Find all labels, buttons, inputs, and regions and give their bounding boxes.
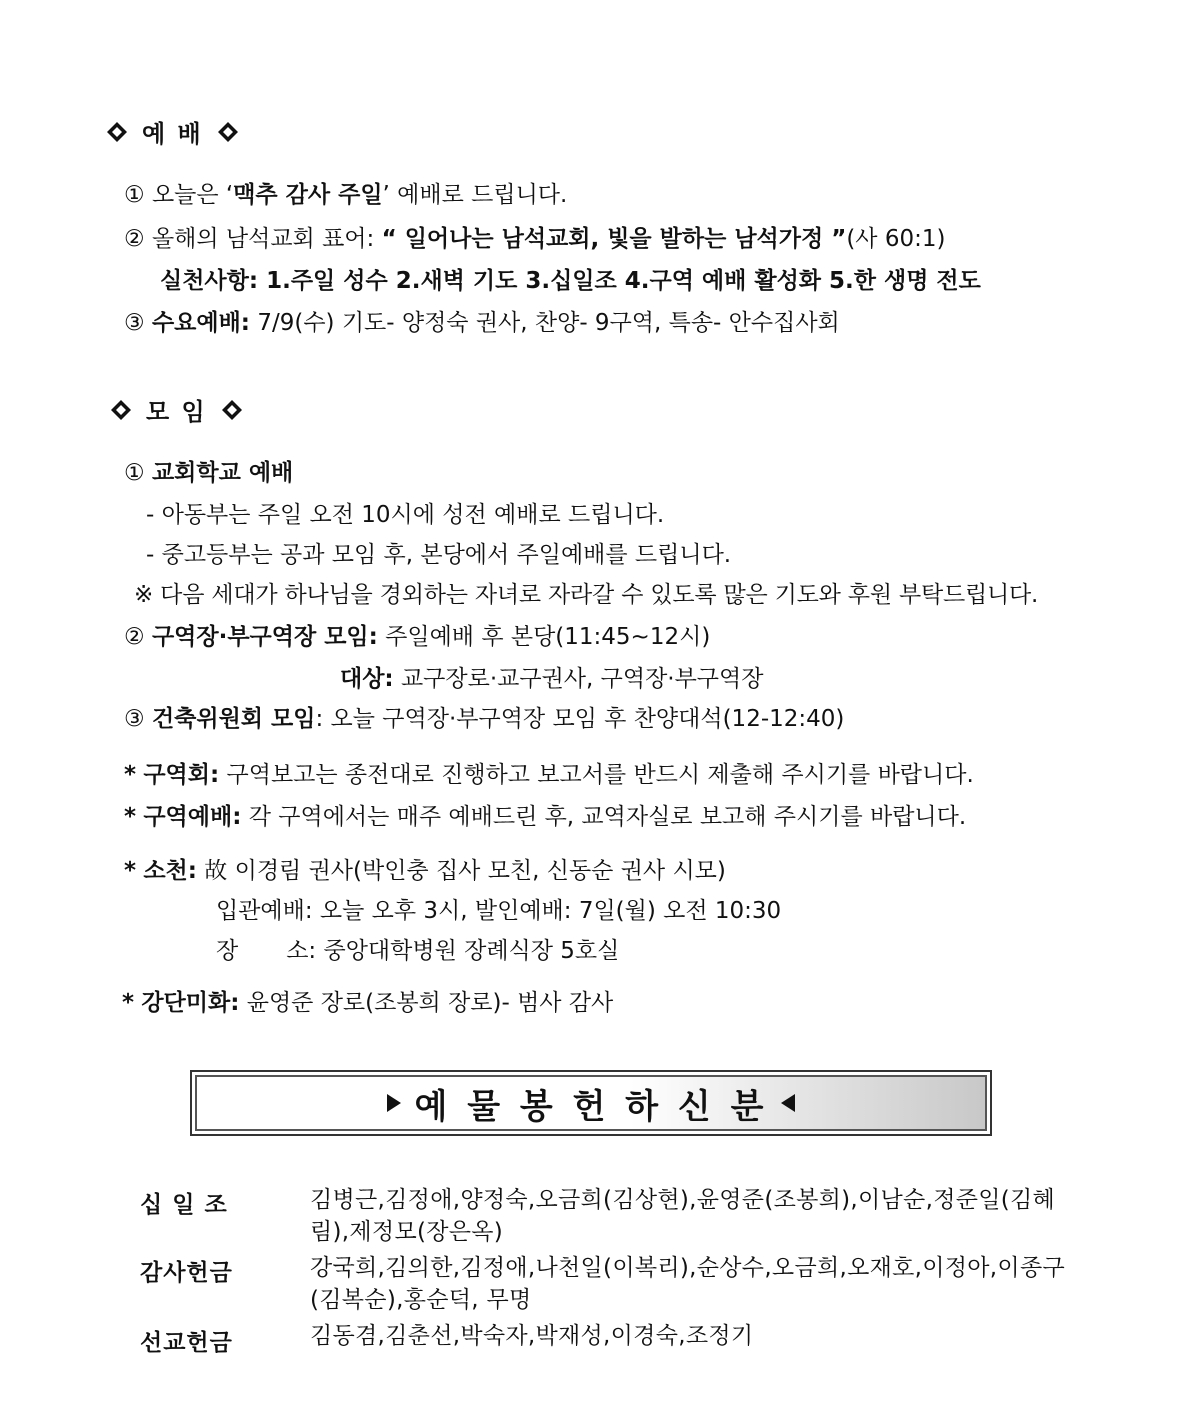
item-bold-text: 구역장·부구역장 모임:: [151, 624, 378, 650]
item-bold-text: 대상:: [340, 666, 394, 692]
notice-text: 윤영준 장로(조봉희 장로)- 범사 감사: [239, 990, 614, 1016]
diamond-icon: [110, 399, 132, 421]
item-text: 오늘은 ‘: [151, 182, 234, 208]
offering-label-mission: 선교헌금: [140, 1330, 233, 1356]
meeting-sub-2: - 중고등부는 공과 모임 후, 본당에서 주일예배를 드립니다.: [146, 542, 732, 568]
offering-banner-title: 예 물 봉 헌 하 신 분: [414, 1086, 768, 1127]
diamond-icon: [221, 399, 243, 421]
item-text: 7/9(수) 기도- 양정숙 권사, 찬양- 9구역, 특송- 안수집사회: [250, 310, 840, 336]
notice-passing-services: 입관예배: 오늘 오후 3시, 발인예배: 7일(월) 오전 10:30: [216, 898, 782, 924]
place-label: 장: [216, 938, 239, 964]
meeting-item-3: [124, 704, 844, 734]
item-number: ②: [124, 226, 145, 252]
item-text: ’ 예배로 드립니다.: [382, 182, 568, 208]
triangle-right-icon: [387, 1094, 401, 1112]
notice-label: 구역회:: [143, 762, 220, 788]
notice-label: 강단미화:: [141, 990, 240, 1016]
item-bold-text: 맥추 감사 주일: [233, 182, 383, 208]
offering-label-tithe: 십 일 조: [140, 1192, 228, 1218]
item-bold-text: 건축위원회 모임: [151, 706, 316, 732]
worship-section-header: [106, 114, 239, 149]
worship-practice-line: [160, 266, 981, 296]
item-bold-text: 교회학교 예배: [151, 460, 294, 486]
offering-names-tithe: 김병근,김정애,양정숙,오금희(김상현),윤영준(조봉희),이남순,정준일(김혜림),제정모(장은옥): [310, 1187, 1056, 1245]
star-bullet: *: [124, 762, 137, 788]
notice-text: 구역보고는 종전대로 진행하고 보고서를 반드시 제출해 주시기를 바랍니다.: [219, 762, 974, 788]
worship-item-2: [124, 224, 945, 254]
star-bullet: *: [124, 858, 137, 884]
offering-banner-inner: [195, 1075, 987, 1131]
offering-label-thanks: 감사헌금: [140, 1260, 233, 1286]
item-number: ②: [124, 624, 145, 650]
meeting-title: 모 임: [146, 398, 207, 426]
item-text: 교구장로·교구권사, 구역장·부구역장: [393, 666, 764, 692]
notice-passing-place: [216, 936, 619, 966]
item-number: ③: [124, 310, 145, 336]
item-text: 올해의 남석교회 표어:: [151, 226, 382, 252]
meeting-sub-1: - 아동부는 주일 오전 10시에 성전 예배로 드립니다.: [146, 502, 665, 528]
item-bold-text: 수요예배:: [151, 310, 251, 336]
worship-item-1: [124, 180, 567, 210]
notice-district-meeting: [124, 760, 974, 790]
item-text: (사 60:1): [846, 226, 946, 252]
meeting-item-2: [124, 622, 710, 652]
notice-text: 각 구역에서는 매주 예배드린 후, 교역자실로 보고해 주시기를 바랍니다.: [241, 804, 967, 830]
diamond-icon: [106, 121, 128, 143]
meeting-note: ※ 다음 세대가 하나님을 경외하는 자녀로 자라갈 수 있도록 많은 기도와 후원 부탁드립니다.: [134, 582, 1039, 608]
diamond-icon: [217, 121, 239, 143]
practice-label: 실천사항: [160, 268, 249, 294]
item-text: : 오늘 구역장·부구역장 모임 후 찬양대석(12-12:40): [315, 706, 845, 732]
worship-title: 예 배: [142, 120, 203, 148]
notice-label: 구역예배:: [143, 804, 242, 830]
meeting-section-header: [110, 392, 243, 427]
notice-label: 소천:: [143, 858, 197, 884]
worship-item-3: [124, 308, 840, 338]
notice-altar-flowers: [122, 988, 613, 1018]
star-bullet: *: [122, 990, 135, 1016]
notice-district-worship: [124, 802, 966, 832]
item-number: ①: [124, 182, 145, 208]
motto-text: “ 일어나는 남석교회, 빛을 발하는 남석가정 ”: [381, 226, 847, 252]
notice-text: 故 이경림 권사(박인충 집사 모친, 신동순 권사 시모): [196, 858, 726, 884]
meeting-item-2-target: [340, 664, 763, 694]
item-number: ③: [124, 706, 145, 732]
notice-passing: [124, 856, 726, 886]
offering-banner: [190, 1070, 992, 1136]
triangle-left-icon: [781, 1094, 795, 1112]
offering-names-thanks: 강국희,김의한,김정애,나천일(이복리),순상수,오금희,오재호,이정아,이종구(김복순),홍순덕, 무명: [310, 1255, 1065, 1313]
practice-items: : 1.주일 성수 2.새벽 기도 3.십일조 4.구역 예배 활성화 5.한 생명 전도: [248, 268, 981, 294]
offering-names-mission: 김동겸,김춘선,박숙자,박재성,이경숙,조정기: [310, 1323, 754, 1349]
item-text: 주일예배 후 본당(11:45~12시): [377, 624, 711, 650]
meeting-item-1: [124, 458, 293, 488]
star-bullet: *: [124, 804, 137, 830]
place-text: 소: 중앙대학병원 장례식장 5호실: [286, 938, 620, 964]
item-number: ①: [124, 460, 145, 486]
